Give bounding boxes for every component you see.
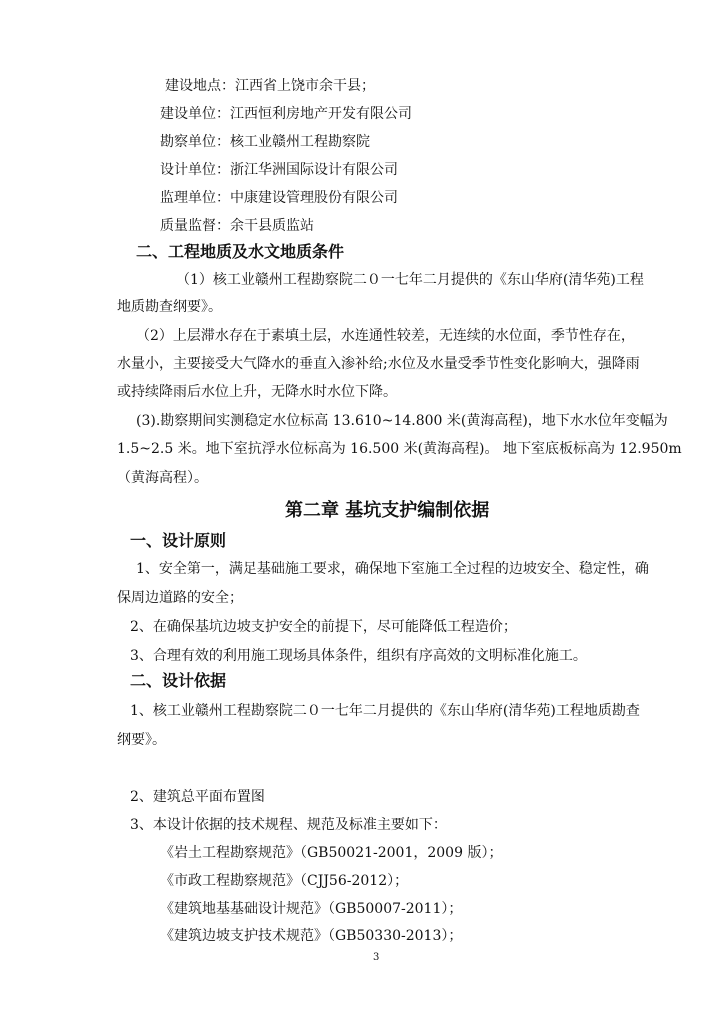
geology-paragraph-3-line-1: (3).勘察期间实测稳定水位标高 13.610~14.800 米(黄海高程)，地下水水位年变幅为 [136,413,668,429]
info-design-unit: 设计单位：浙江华洲国际设计有限公司 [160,162,398,178]
geology-paragraph-1-line-1: （1）核工业赣州工程勘察院二０一七年二月提供的《东山华府(清华苑)工程 [176,272,644,288]
info-supervision-unit: 监理单位：中康建设管理股份有限公司 [160,190,398,206]
geology-paragraph-2-line-1: （2）上层滞水存在于素填土层，水连通性较差，无连续的水位面，季节性存在， [136,328,635,344]
principle-item-2: 2、在确保基坑边坡支护安全的前提下，尽可能降低工程造价； [130,619,517,635]
basis-item-3: 3、本设计依据的技术规程、规范及标准主要如下： [130,817,447,833]
section-heading-geology: 二、工程地质及水文地质条件 [136,242,345,261]
principle-item-3: 3、合理有效的利用施工现场具体条件，组织有序高效的文明标准化施工。 [130,648,587,664]
geology-paragraph-3-line-3: （黄海高程）。 [117,470,208,486]
principle-item-1-line-2: 保周边道路的安全； [117,590,243,606]
section-heading-principles: 一、设计原则 [130,531,227,550]
geology-paragraph-3-line-2: 1.5~2.5 米。地下室抗浮水位标高为 16.500 米(黄海高程)。 地下室底板标高为 12.950m [117,441,682,457]
standard-item: 《建筑地基基础设计规范》（GB50007-2011）； [160,901,463,917]
standard-item: 《建筑边坡支护技术规范》（GB50330-2013）； [160,928,463,944]
chapter-title: 第二章 基坑支护编制依据 [285,500,490,521]
geology-paragraph-2-line-3: 或持续降雨后水位上升，无降水时水位下降。 [117,384,397,400]
info-survey-unit: 勘察单位：核工业赣州工程勘察院 [160,134,370,150]
principle-item-1-line-1: 1、安全第一，满足基础施工要求，确保地下室施工全过程的边坡安全、稳定性，确 [136,561,649,577]
geology-paragraph-2-line-2: 水量小，主要接受大气降水的垂直入渗补给;水位及水量受季节性变化影响大，强降雨 [117,356,640,372]
section-heading-basis: 二、设计依据 [130,671,227,690]
info-quality-supervision: 质量监督：余干县质监站 [160,218,314,234]
geology-paragraph-1-line-2: 地质勘查纲要》。 [117,299,222,315]
page-number: 3 [373,952,380,963]
standard-item: 《市政工程勘察规范》（CJJ56-2012）； [160,873,409,889]
info-builder: 建设单位：江西恒利房地产开发有限公司 [160,106,412,122]
info-location: 建设地点：江西省上饶市余干县； [165,78,375,94]
standard-item: 《岩土工程勘察规范》（GB50021-2001，2009 版）； [160,845,503,861]
basis-item-1-line-1: 1、核工业赣州工程勘察院二０一七年二月提供的《东山华府(清华苑)工程地质勘查 [130,703,640,719]
basis-item-2: 2、建筑总平面布置图 [130,789,265,805]
basis-item-1-line-2: 纲要》。 [117,732,166,748]
